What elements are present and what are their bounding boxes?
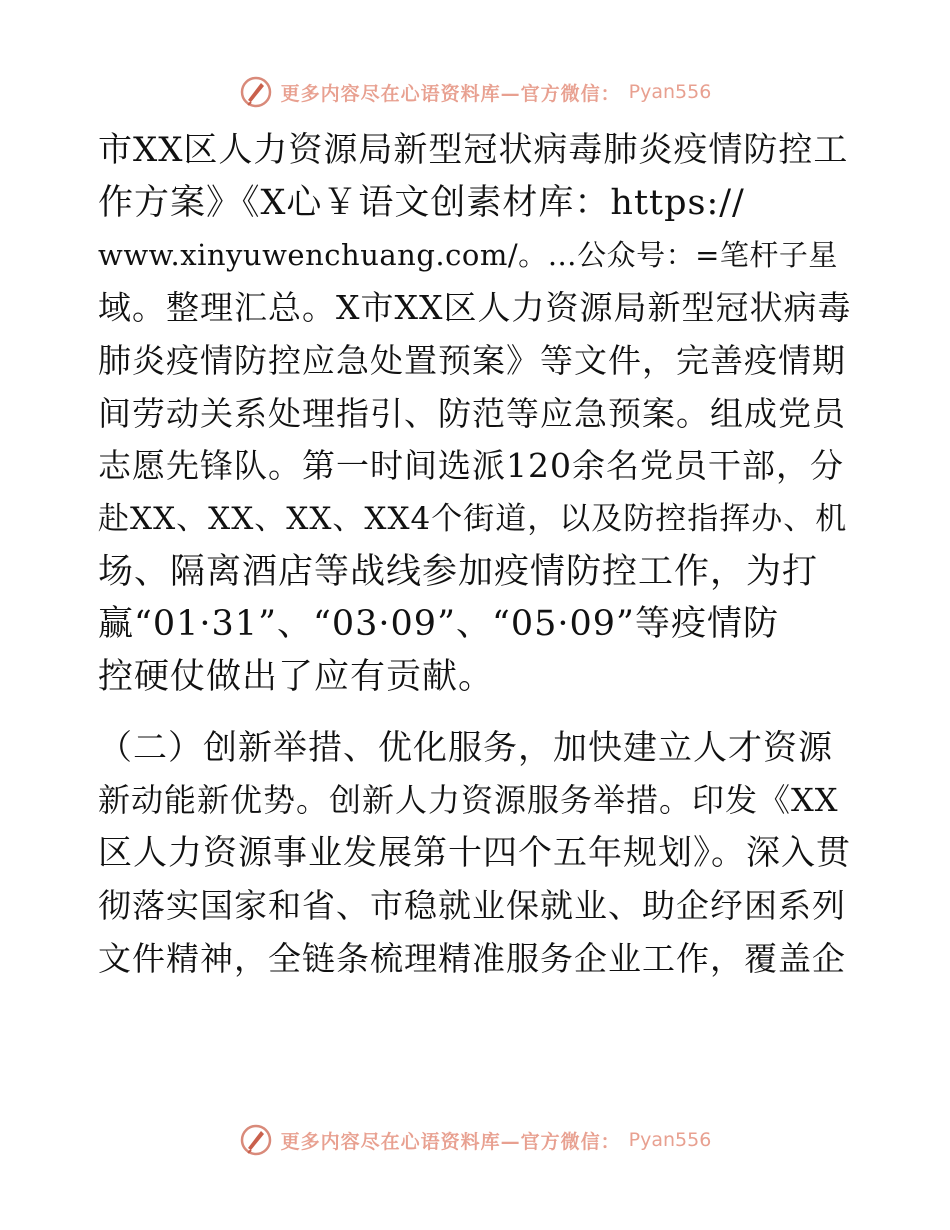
text-line: （二）创新举措、优化服务，加快建立人才资源 xyxy=(98,727,833,768)
text-line: 控硬仗做出了应有贡献。 xyxy=(98,657,495,698)
paragraph xyxy=(98,722,852,986)
watermark-text: 更多内容尽在心语资料库—官方微信： xyxy=(280,1130,621,1153)
text-line: 志愿先锋队。第一时间选派120余名党员干部，分 xyxy=(98,446,844,486)
watermark-wechat-id: Pyan556 xyxy=(628,81,712,103)
paragraph xyxy=(98,124,852,704)
text-line: 场、隔离酒店等战线参加疫情防控工作，为打 xyxy=(98,551,819,592)
text-line: 区人力资源事业发展第十四个五年规划》。深入贯 xyxy=(98,833,851,874)
text-line: 肺炎疫情防控应急处置预案》等文件，完善疫情期 xyxy=(98,340,846,380)
text-line: 域。整理汇总。X市XX区人力资源局新型冠状病毒 xyxy=(98,288,852,328)
text-line: 赴XX、XX、XX、XX4个街道，以及防控指挥办、机 xyxy=(98,500,848,537)
text-line: 赢“01·31”、“03·09”、“05·09”等疫情防 xyxy=(98,604,779,645)
quill-logo-icon xyxy=(239,75,273,109)
watermark-wechat-id: Pyan556 xyxy=(628,1129,712,1151)
text-line: www.xinyuwenchuang.com/。…公众号：=笔杆子星 xyxy=(98,238,838,273)
text-line: 市XX区人力资源局新型冠状病毒肺炎疫情防控工 xyxy=(98,130,849,170)
footer-watermark xyxy=(0,1120,950,1160)
text-line: 作方案》《X心￥语文创素材库：https:// xyxy=(98,182,745,223)
document-body xyxy=(98,124,852,985)
watermark-text: 更多内容尽在心语资料库—官方微信： xyxy=(280,82,621,105)
text-line: 新动能新优势。创新人力资源服务举措。印发《XX xyxy=(98,781,839,820)
text-line: 彻落实国家和省、市稳就业保就业、助企纾困系列 xyxy=(98,885,846,925)
text-line: 文件精神，全链条梳理精准服务企业工作，覆盖企 xyxy=(98,938,846,978)
text-line: 间劳动关系处理指引、防范等应急预案。组成党员 xyxy=(98,393,846,433)
quill-logo-icon xyxy=(239,1123,273,1157)
header-watermark xyxy=(0,72,950,112)
